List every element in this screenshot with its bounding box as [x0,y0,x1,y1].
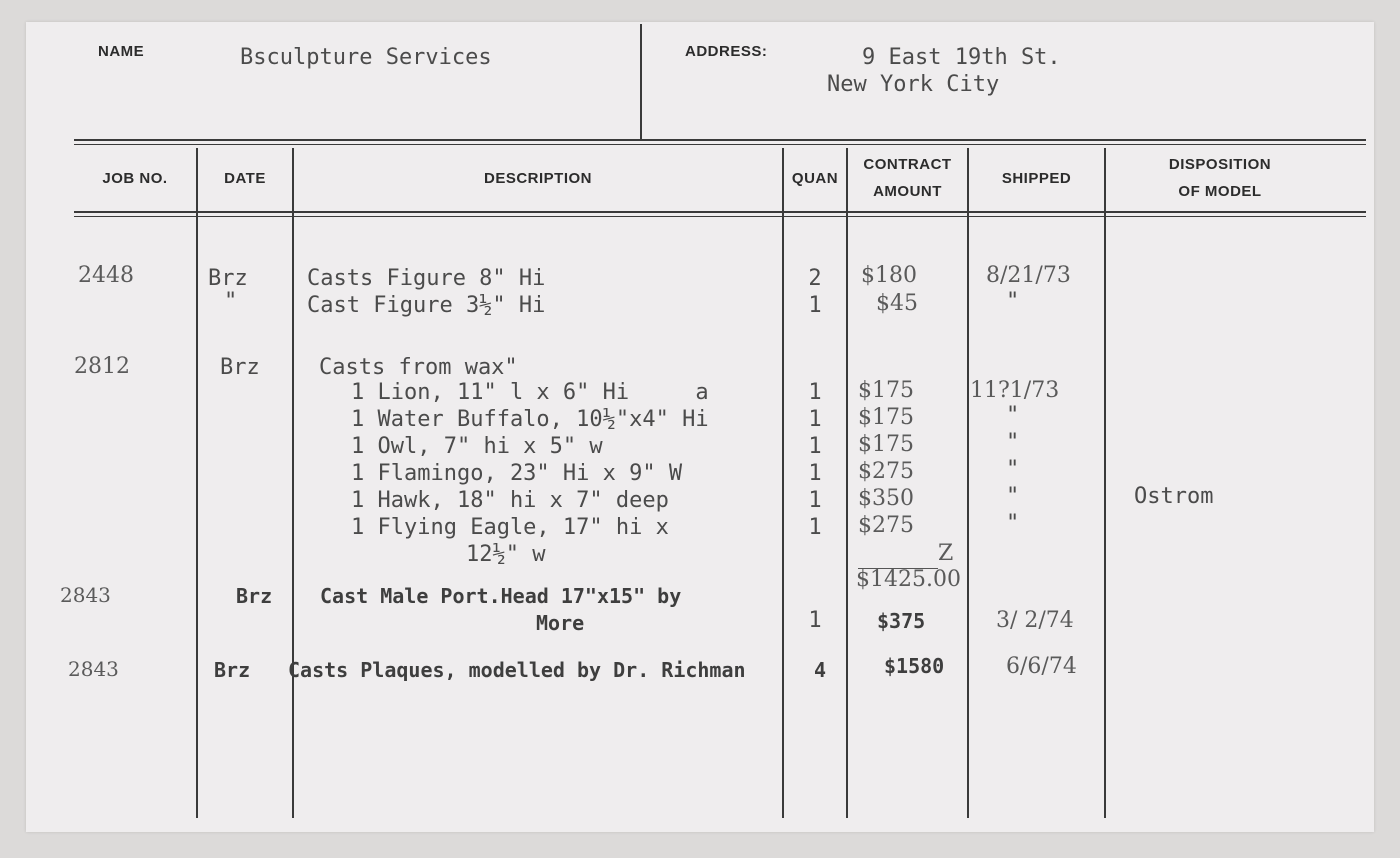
table-top-rule-2 [74,144,1366,145]
job-number: 2812 [74,354,130,379]
date-cell: " [224,289,238,314]
description-line: Casts Figure 8" Hi [307,266,546,291]
header-disposition: DISPOSITION [1168,156,1272,173]
quantity-cell: 1 [808,407,822,432]
amount-cell: $275 [858,513,914,538]
address-label: ADDRESS: [685,43,768,60]
date-cell: Brz [220,355,260,380]
quantity-cell: 2 [808,266,822,291]
job-number: 2843 [60,583,111,607]
quantity-cell: 1 [808,515,822,540]
date-cell: Brz [208,266,248,291]
date-cell: Brz [214,658,251,682]
header-divider [640,24,642,140]
quantity-cell: 1 [808,293,822,318]
shipped-cell: " [1006,289,1020,314]
description-line: 1 Flamingo, 23" Hi x 9" W [351,461,683,486]
name-value: Bsculpture Services [240,45,492,70]
description-line: 1 Water Buffalo, 10½"x4" Hi [351,407,709,432]
amount-cell: $350 [858,486,914,511]
quantity-cell: 1 [808,380,822,405]
shipped-cell: 3/ 2/74 [996,608,1074,633]
ledger-card [26,22,1374,832]
shipped-cell: 11?1/73 [970,378,1060,403]
amount-cell: $180 [861,263,917,288]
quantity-cell: 4 [814,658,827,682]
shipped-cell: 6/6/74 [1006,654,1077,679]
quantity-cell: 1 [808,488,822,513]
amount-cell: $275 [858,459,914,484]
amount-cell: $1580 [884,654,945,678]
shipped-cell: " [1006,511,1020,536]
description-line: 1 Lion, 11" l x 6" Hi a [351,380,709,405]
shipped-cell: 8/21/73 [986,263,1071,288]
header-contract: CONTRACT [863,156,952,173]
quantity-cell: 1 [808,434,822,459]
header-shipped: SHIPPED [1001,170,1072,187]
description-line: Casts Plaques, modelled by Dr. Richman [288,658,746,682]
col-rule-shipped [967,148,969,818]
table-top-rule-1 [74,139,1366,141]
description-line: 1 Owl, 7" hi x 5" w [351,434,603,459]
col-rule-amount [846,148,848,818]
description-line: 1 Hawk, 18" hi x 7" deep [351,488,669,513]
description-line: More [536,611,585,635]
header-job-no: JOB NO. [102,170,168,187]
col-rule-desc [292,148,294,818]
description-line: Cast Figure 3½" Hi [307,293,546,318]
header-description: DESCRIPTION [483,170,592,187]
column-header-rule-1 [74,211,1366,213]
description-line: 12½" w [466,542,546,567]
header-of-model: OF MODEL [1178,183,1262,200]
amount-cell: $175 [858,432,914,457]
total-amount: $1425.00 [856,567,961,592]
shipped-cell: " [1006,457,1020,482]
quantity-cell: 1 [808,608,822,633]
address-line-1: 9 East 19th St. [862,45,1061,70]
header-quan: QUAN [791,170,839,187]
amount-cell: $375 [877,609,926,633]
quantity-cell: 1 [808,461,822,486]
address-line-2: New York City [827,72,1000,97]
description-heading: Casts from wax" [319,355,518,380]
description-line: 1 Flying Eagle, 17" hi x [351,515,669,540]
total-mark: Z [938,541,954,566]
column-header-rule-2 [74,216,1366,217]
description-line: Cast Male Port.Head 17"x15" by [320,584,682,608]
shipped-cell: " [1006,430,1020,455]
col-rule-date [196,148,198,818]
job-number: 2448 [78,263,134,288]
amount-cell: $175 [858,405,914,430]
header-date: DATE [224,170,266,187]
shipped-cell: " [1006,484,1020,509]
disposition-cell: Ostrom [1134,484,1214,509]
col-rule-disposition [1104,148,1106,818]
amount-cell: $45 [876,291,918,316]
job-number: 2843 [68,657,119,681]
name-label: NAME [98,43,145,60]
amount-cell: $175 [858,378,914,403]
date-cell: Brz [236,584,273,608]
shipped-cell: " [1006,403,1020,428]
header-amount: AMOUNT [873,183,942,200]
